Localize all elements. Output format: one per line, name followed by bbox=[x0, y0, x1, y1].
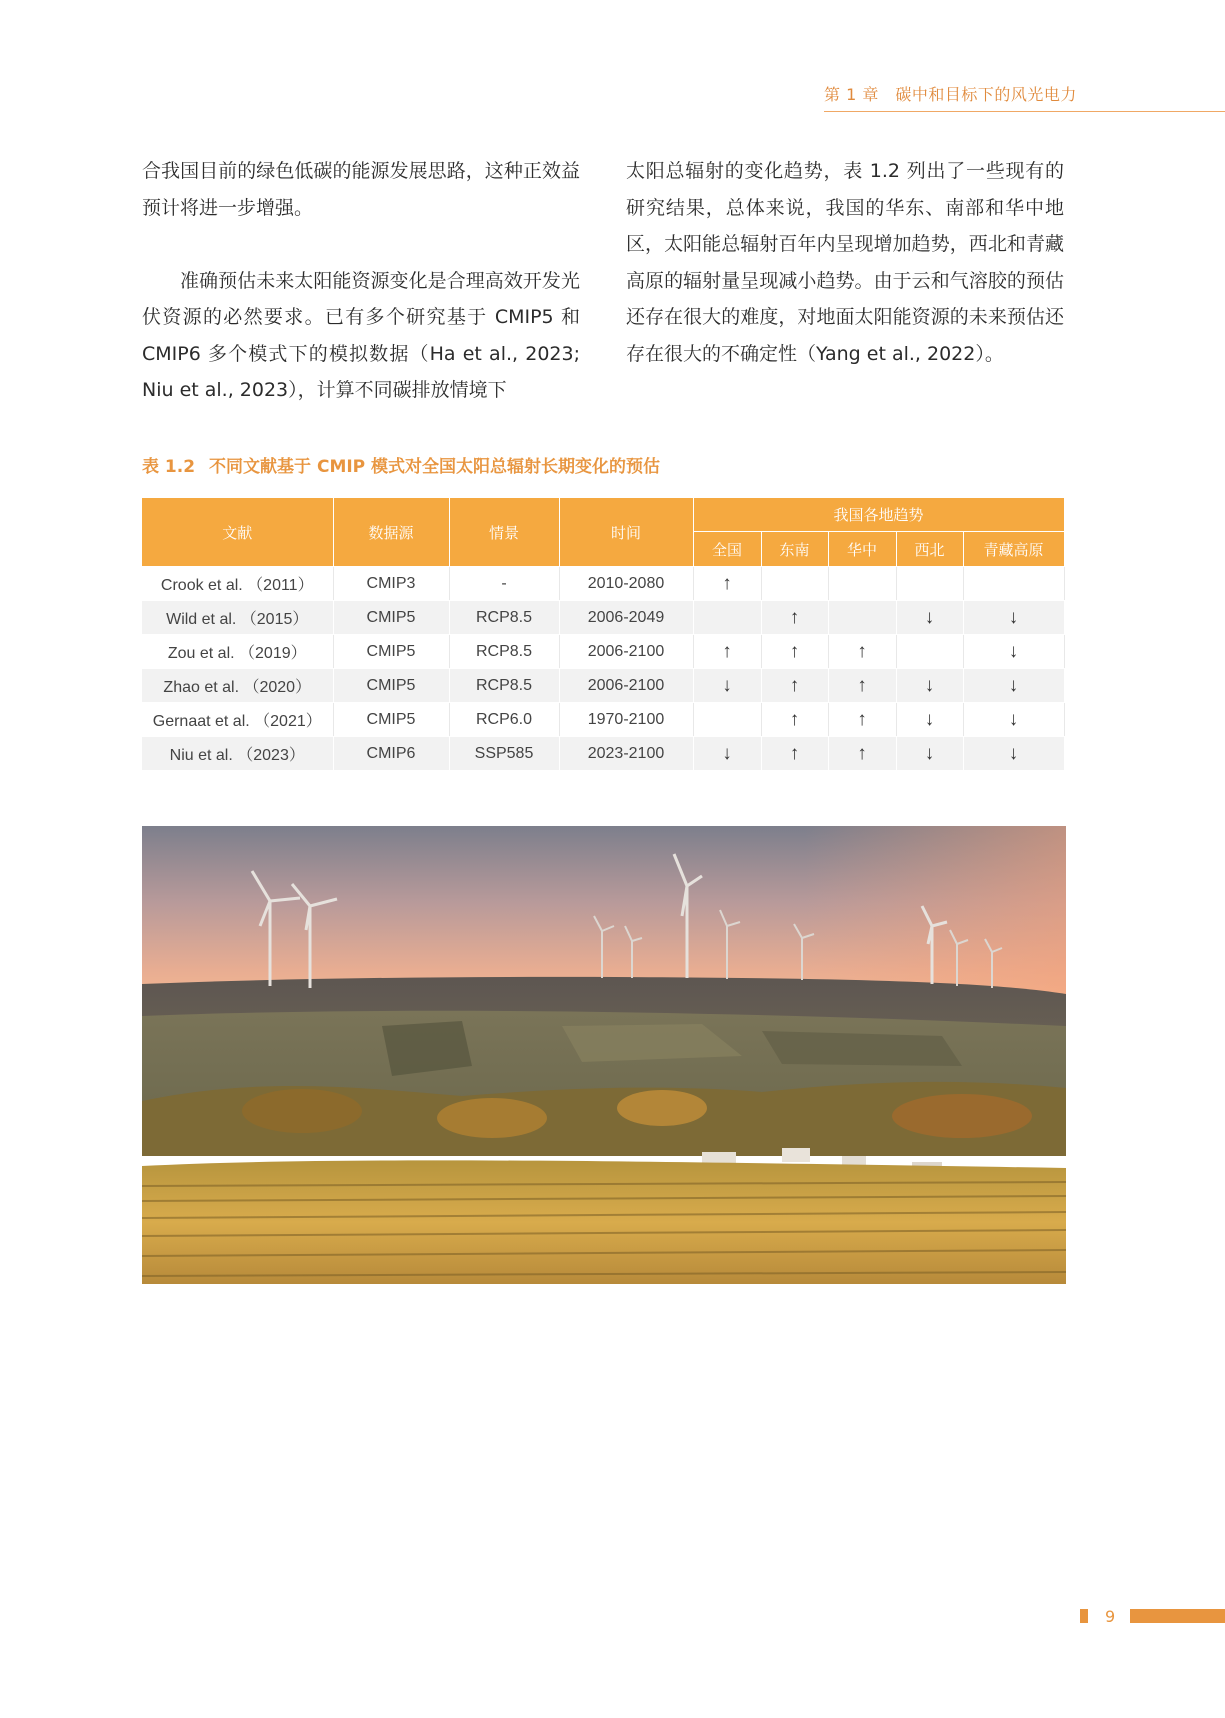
cell-trend-northwest: ↓ bbox=[896, 737, 963, 771]
header-region-southeast: 东南 bbox=[761, 532, 828, 567]
cell-trend-central: ↑ bbox=[828, 703, 896, 737]
cell-scenario: SSP585 bbox=[449, 737, 559, 771]
paragraph-gap bbox=[142, 226, 580, 263]
cell-period: 2006-2049 bbox=[559, 601, 693, 635]
cell-trend-national: ↓ bbox=[693, 669, 761, 703]
right-text-column bbox=[626, 153, 1064, 372]
cell-period: 2010-2080 bbox=[559, 567, 693, 601]
cell-trend-southeast: ↑ bbox=[761, 737, 828, 771]
cell-literature: Niu et al. （2023） bbox=[142, 737, 333, 771]
page-number: 9 bbox=[1105, 1607, 1116, 1626]
cell-scenario: RCP8.5 bbox=[449, 669, 559, 703]
cell-literature: Zhao et al. （2020） bbox=[142, 669, 333, 703]
cell-trend-tibetan-plateau: ↓ bbox=[963, 601, 1064, 635]
cell-trend-northwest: ↓ bbox=[896, 601, 963, 635]
cell-trend-national: ↑ bbox=[693, 567, 761, 601]
cell-source: CMIP5 bbox=[333, 601, 449, 635]
cell-trend-tibetan-plateau: ↓ bbox=[963, 635, 1064, 669]
sunset-glow bbox=[542, 826, 1066, 996]
cell-period: 2023-2100 bbox=[559, 737, 693, 771]
table-row bbox=[142, 635, 1064, 669]
cell-source: CMIP3 bbox=[333, 567, 449, 601]
right-paragraph-1: 太阳总辐射的变化趋势，表 1.2 列出了一些现有的研究结果，总体来说，我国的华东、南部和华中地区，太阳能总辐射百年内呈现增加趋势，西北和青藏高原的辐射量呈现减小趋势。由于云和气溶胶的预估还存在很大的难度，对地面太阳能资源的未来预估还存在很大的不确定性（Yang et al., 2022）。 bbox=[626, 160, 1064, 365]
table-row bbox=[142, 601, 1064, 635]
cell-trend-southeast: ↑ bbox=[761, 601, 828, 635]
cell-trend-central: ↑ bbox=[828, 669, 896, 703]
cell-trend-central bbox=[828, 601, 896, 635]
table-row bbox=[142, 669, 1064, 703]
cell-literature: Zou et al. （2019） bbox=[142, 635, 333, 669]
cell-period: 2006-2100 bbox=[559, 635, 693, 669]
tree-cluster bbox=[892, 1094, 1032, 1138]
header-divider bbox=[824, 111, 1225, 112]
cell-trend-tibetan-plateau: ↓ bbox=[963, 669, 1064, 703]
cell-source: CMIP5 bbox=[333, 635, 449, 669]
cell-period: 1970-2100 bbox=[559, 703, 693, 737]
table-row bbox=[142, 703, 1064, 737]
cell-trend-central bbox=[828, 567, 896, 601]
cell-trend-northwest bbox=[896, 635, 963, 669]
page-number-bar bbox=[1130, 1609, 1225, 1623]
cell-trend-national: ↑ bbox=[693, 635, 761, 669]
cell-trend-tibetan-plateau: ↓ bbox=[963, 703, 1064, 737]
cell-literature: Wild et al. （2015） bbox=[142, 601, 333, 635]
cell-trend-southeast: ↑ bbox=[761, 669, 828, 703]
left-text-column bbox=[142, 153, 580, 409]
cell-period: 2006-2100 bbox=[559, 669, 693, 703]
cell-trend-northwest: ↓ bbox=[896, 669, 963, 703]
cell-trend-southeast: ↑ bbox=[761, 635, 828, 669]
village-house bbox=[782, 1148, 810, 1162]
header-region-northwest: 西北 bbox=[896, 532, 963, 567]
tree-cluster bbox=[617, 1090, 707, 1126]
cell-source: CMIP6 bbox=[333, 737, 449, 771]
cell-trend-tibetan-plateau: ↓ bbox=[963, 737, 1064, 771]
table-row bbox=[142, 737, 1064, 771]
cell-trend-southeast bbox=[761, 567, 828, 601]
cell-source: CMIP5 bbox=[333, 703, 449, 737]
cell-trend-national bbox=[693, 601, 761, 635]
table-caption bbox=[142, 452, 660, 477]
cell-trend-central: ↑ bbox=[828, 737, 896, 771]
cell-trend-northwest bbox=[896, 567, 963, 601]
header-region-central: 华中 bbox=[828, 532, 896, 567]
header-scenario: 情景 bbox=[449, 498, 559, 567]
landscape-photo bbox=[142, 826, 1066, 1284]
header-source: 数据源 bbox=[333, 498, 449, 567]
tree-cluster bbox=[437, 1098, 547, 1138]
cell-trend-northwest: ↓ bbox=[896, 703, 963, 737]
field-patch bbox=[762, 1031, 962, 1066]
cell-trend-central: ↑ bbox=[828, 635, 896, 669]
cell-trend-tibetan-plateau bbox=[963, 567, 1064, 601]
wind-farm-vineyard-illustration bbox=[142, 826, 1066, 1284]
chapter-header: 第 1 章 碳中和目标下的风光电力 bbox=[824, 85, 1077, 104]
cell-scenario: RCP8.5 bbox=[449, 601, 559, 635]
table-caption-title: 不同文献基于 CMIP 模式对全国太阳总辐射长期变化的预估 bbox=[209, 457, 661, 477]
cell-literature: Crook et al. （2011） bbox=[142, 567, 333, 601]
header-region-tibetan-plateau: 青藏高原 bbox=[963, 532, 1064, 567]
cell-trend-national bbox=[693, 703, 761, 737]
left-paragraph-1: 合我国目前的绿色低碳的能源发展思路，这种正效益预计将进一步增强。 bbox=[142, 160, 580, 219]
cell-scenario: RCP6.0 bbox=[449, 703, 559, 737]
vineyard bbox=[142, 1160, 1066, 1284]
header-period: 时间 bbox=[559, 498, 693, 567]
page-number-mark bbox=[1080, 1609, 1088, 1623]
table-row bbox=[142, 567, 1064, 601]
tree-cluster bbox=[242, 1089, 362, 1133]
left-paragraph-2: 准确预估未来太阳能资源变化是合理高效开发光伏资源的必然要求。已有多个研究基于 CMIP5 和 CMIP6 多个模式下的模拟数据（Ha et al., 2023; Niu et al., 2023），计算不同碳排放情境下 bbox=[142, 269, 580, 401]
header-literature: 文献 bbox=[142, 498, 333, 567]
cell-scenario: RCP8.5 bbox=[449, 635, 559, 669]
cell-literature: Gernaat et al. （2021） bbox=[142, 703, 333, 737]
table-caption-number: 表 1.2 bbox=[142, 457, 196, 477]
header-region-national: 全国 bbox=[693, 532, 761, 567]
trend-table bbox=[142, 498, 1065, 771]
cell-trend-national: ↓ bbox=[693, 737, 761, 771]
header-trend-group: 我国各地趋势 bbox=[693, 498, 1064, 532]
cell-scenario: - bbox=[449, 567, 559, 601]
cell-trend-southeast: ↑ bbox=[761, 703, 828, 737]
cell-source: CMIP5 bbox=[333, 669, 449, 703]
